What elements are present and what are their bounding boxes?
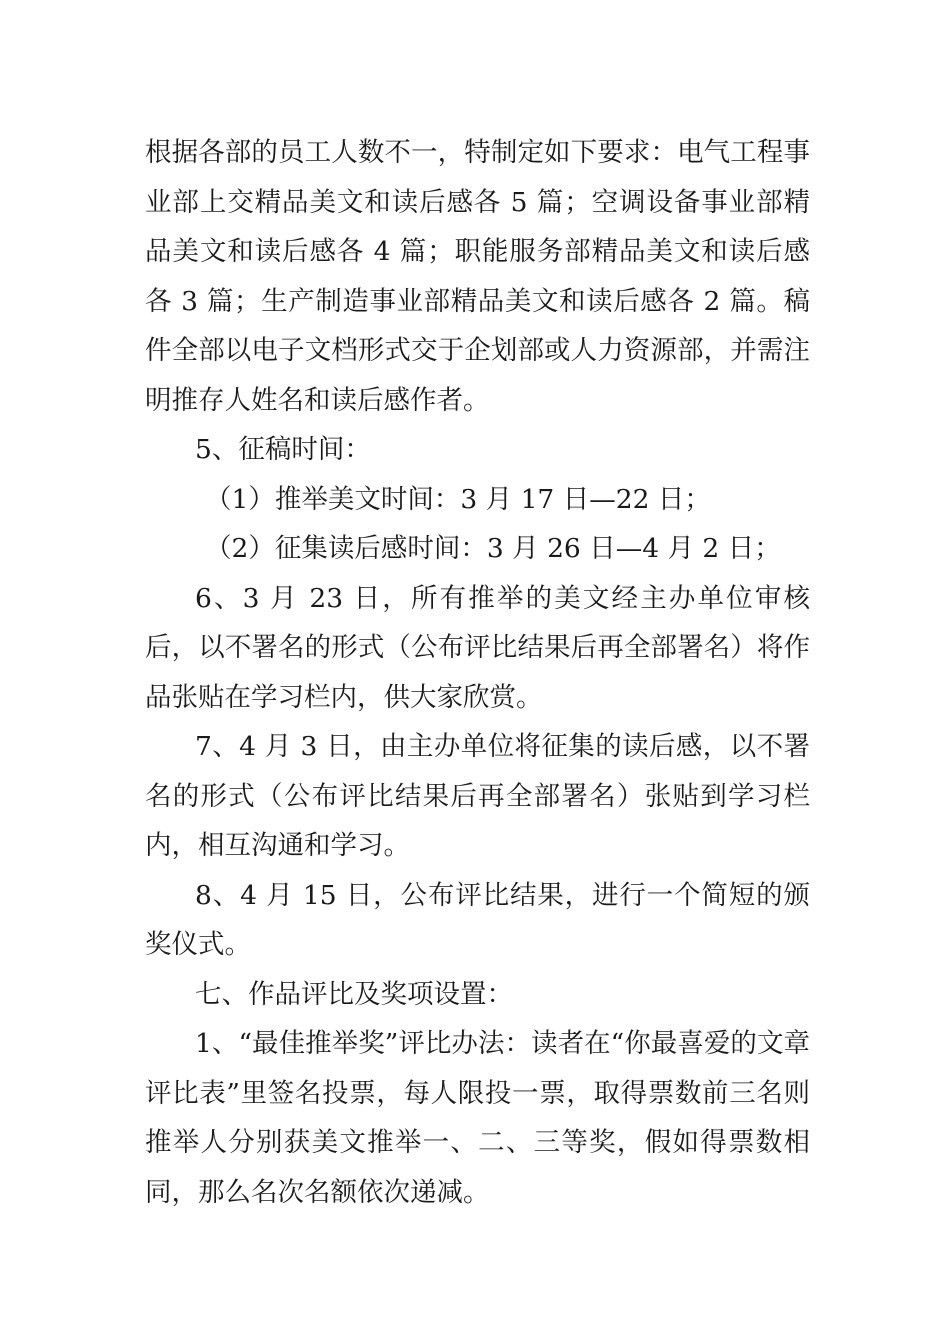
paragraph-collect-period: （2）征集读后感时间：3 月 26 日—4 月 2 日； xyxy=(205,533,781,564)
paragraph-item-7: 7、4 月 3 日，由主办单位将征集的读后感，以不署名的形式（公布评比结果后再全部署名）张贴到学习栏内，相互沟通和学习。 xyxy=(145,731,810,861)
paragraph-item-6: 6、3 月 23 日，所有推举的美文经主办单位审核后，以不署名的形式（公布评比结果后再全部署名）将作品张贴在学习栏内，供大家欣赏。 xyxy=(145,582,810,713)
paragraph-submission-time-heading: 5、征稿时间： xyxy=(195,434,371,465)
section-heading-awards: 七、作品评比及奖项设置： xyxy=(195,978,513,1010)
paragraph-recommend-period: （1）推举美文时间：3 月 17 日—22 日； xyxy=(205,483,711,515)
paragraph-submission-quota: 根据各部的员工人数不一，特制定如下要求：电气工程事业部上交精品美文和读后感各 5 篇；空调设备事业部精品美文和读后感各 4 篇；职能服务部精品美文和读后感各 3 篇；生产制造事业部精品美文和读后感各 2 篇。稿件全部以电子文档形式交于企划部或人力资源部，并需注明推存人姓名和读后感作者。 xyxy=(145,137,810,416)
paragraph-item-8: 8、4 月 15 日，公布评比结果，进行一个简短的颁奖仪式。 xyxy=(145,879,810,960)
document-body xyxy=(145,128,810,1217)
paragraph-best-recommend-award: 1、“最佳推举奖”评比办法：读者在“你最喜爱的文章评比表”里签名投票，每人限投一票，取得票数前三名则推举人分别获美文推举一、二、三等奖，假如得票数相同，那么名次名额依次递减。 xyxy=(145,1028,810,1208)
